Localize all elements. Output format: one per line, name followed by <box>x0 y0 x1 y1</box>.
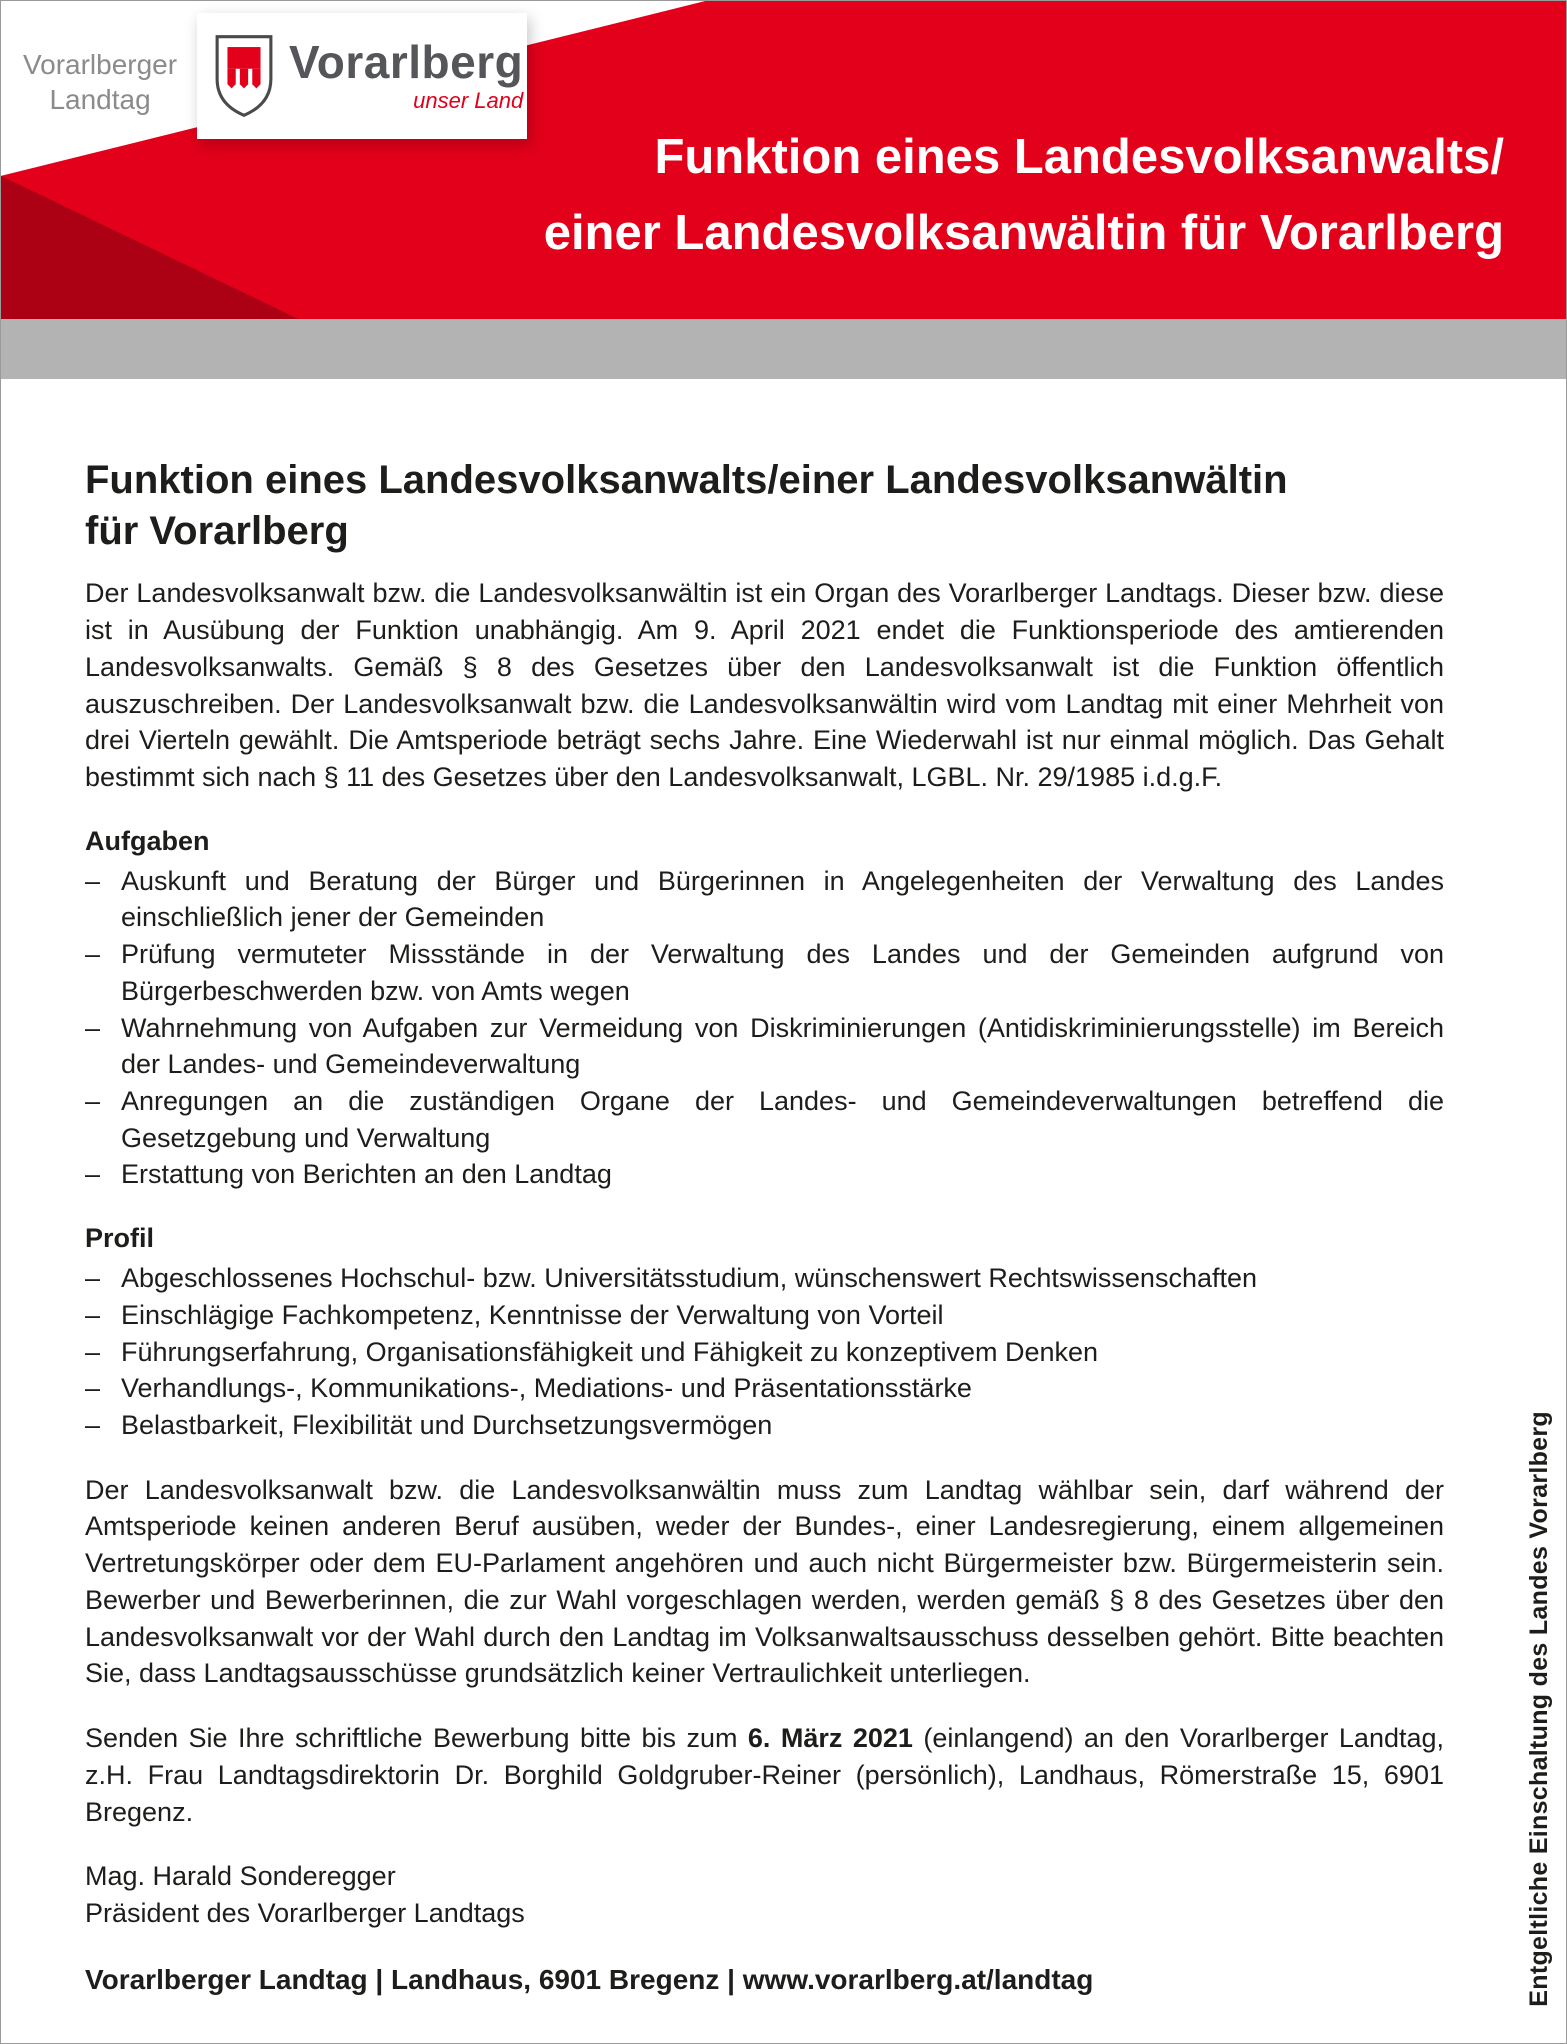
page-title-line2: für Vorarlberg <box>85 509 349 554</box>
banner-title <box>544 119 1504 272</box>
list-item: – Belastbarkeit, Flexibilität und Durchsetzungsvermögen <box>85 1407 1444 1444</box>
list-item: – Anregungen an die zuständigen Organe der Landes- und Gemeindeverwaltungen betreffend die Gesetzgebung und Verwaltung <box>85 1083 1444 1156</box>
logo-text <box>289 35 524 114</box>
logo-wordmark: Vorarlberg <box>289 35 524 88</box>
application-paragraph <box>85 1720 1444 1830</box>
list-item: – Verhandlungs-, Kommunikations-, Mediations- und Präsentationsstärke <box>85 1370 1444 1407</box>
list-item: – Abgeschlossenes Hochschul- bzw. Universitätsstudium, wünschenswert Rechtswissenschaften <box>85 1260 1444 1297</box>
section-title-aufgaben: Aufgaben <box>85 825 210 856</box>
list-item: – Erstattung von Berichten an den Landtag <box>85 1156 1444 1193</box>
list-item: – Auskunft und Beratung der Bürger und Bürgerinnen in Angelegenheiten der Verwaltung des Landes einschließlich jener der Gemeinden <box>85 863 1444 936</box>
aufgaben-list <box>85 863 1444 1193</box>
intro-paragraph: Der Landesvolksanwalt bzw. die Landesvolksanwältin ist ein Organ des Vorarlberger Landtags. Dieser bzw. diese ist in Ausübung der Funktion unabhängig. Am 9. April 2021 endet die Funktionsperiode des amtierenden Landesvolksanwalts. Gemäß § 8 des Gesetzes über den Landesvolksanwalt ist die Funktion öffentlich auszuschreiben. Der Landesvolksanwalt bzw. die Landesvolksanwältin wird vom Landtag mit einer Mehrheit von drei Vierteln gewählt. Die Amtsperiode beträgt sechs Jahre. Eine Wiederwahl ist nur einmal möglich. Das Gehalt bestimmt sich nach § 11 des Gesetzes über den Landesvolksanwalt, LGBL. Nr. 29/1985 i.d.g.F. <box>85 578 1444 792</box>
conditions-paragraph: Der Landesvolksanwalt bzw. die Landesvolksanwältin muss zum Landtag wählbar sein, darf während der Amtsperiode keinen anderen Beruf ausüben, weder der Bundes-, einer Landesregierung, einem allgemeinen Vertretungskörper oder dem EU-Parlament angehören und auch nicht Bürgermeister bzw. Bürgermeisterin sein. Bewerber und Bewerberinnen, die zur Wahl vorgeschlagen werden, werden gemäß § 8 des Gesetzes über den Landesvolksanwalt vor der Wahl durch den Landtag im Volksanwaltsausschuss desselben gehört. Bitte beachten Sie, dass Landtagsausschüsse grundsätzlich keiner Vertraulichkeit unterliegen. <box>85 1474 1444 1689</box>
org-name-line1: Vorarlberger <box>23 49 178 80</box>
vorarlberg-logo <box>197 13 527 139</box>
list-item: – Führungserfahrung, Organisationsfähigkeit und Fähigkeit zu konzeptivem Denken <box>85 1334 1444 1371</box>
application-text-pre: Senden Sie Ihre schriftliche Bewerbung bitte bis zum <box>85 1723 748 1754</box>
signature-role: Präsident des Vorarlberger Landtags <box>85 1897 525 1928</box>
list-item: – Einschlägige Fachkompetenz, Kenntnisse der Verwaltung von Vorteil <box>85 1297 1444 1334</box>
header-banner <box>1 1 1566 319</box>
section-title-profil: Profil <box>85 1223 155 1254</box>
signature-block <box>85 1858 1444 1931</box>
list-item: – Prüfung vermuteter Missstände in der Verwaltung des Landes und der Gemeinden aufgrund von Bürgerbeschwerden bzw. von Amts wegen <box>85 936 1444 1009</box>
footer-contact-line: Vorarlberger Landtag | Landhaus, 6901 Bregenz | www.vorarlberg.at/landtag <box>85 1963 1094 1995</box>
vorarlberg-crest-icon <box>213 33 275 119</box>
paid-insertion-note: Entgeltliche Einschaltung des Landes Vorarlberg <box>1525 1411 1553 2007</box>
signature-name: Mag. Harald Sonderegger <box>85 1861 396 1892</box>
profil-list <box>85 1260 1444 1444</box>
gray-divider-band <box>1 319 1566 379</box>
page-title <box>85 455 1444 557</box>
page-title-line1: Funktion eines Landesvolksanwalts/einer Landesvolksanwältin <box>85 458 1288 502</box>
banner-title-line1: Funktion eines Landesvolksanwalts/ <box>654 130 1504 184</box>
application-text-post: (einlangend) an den Vorarlberger Landtag, z.H. Frau Landtagsdirektorin Dr. Borghild Goldgruber-Reiner (persönlich), Landhaus, Römerstraße 15, 6901 Bregenz. <box>85 1723 1445 1827</box>
list-item: – Wahrnehmung von Aufgaben zur Vermeidung von Diskriminierungen (Antidiskriminierungsstelle) im Bereich der Landes- und Gemeindeverwaltung <box>85 1010 1444 1083</box>
logo-tagline: unser Land <box>413 88 524 114</box>
announcement-body <box>1 379 1566 1996</box>
org-name-line2: Landtag <box>49 84 151 115</box>
banner-title-line2: einer Landesvolksanwältin für Vorarlberg <box>543 206 1504 261</box>
org-name <box>23 47 177 117</box>
application-deadline: 6. März 2021 <box>747 1723 913 1754</box>
